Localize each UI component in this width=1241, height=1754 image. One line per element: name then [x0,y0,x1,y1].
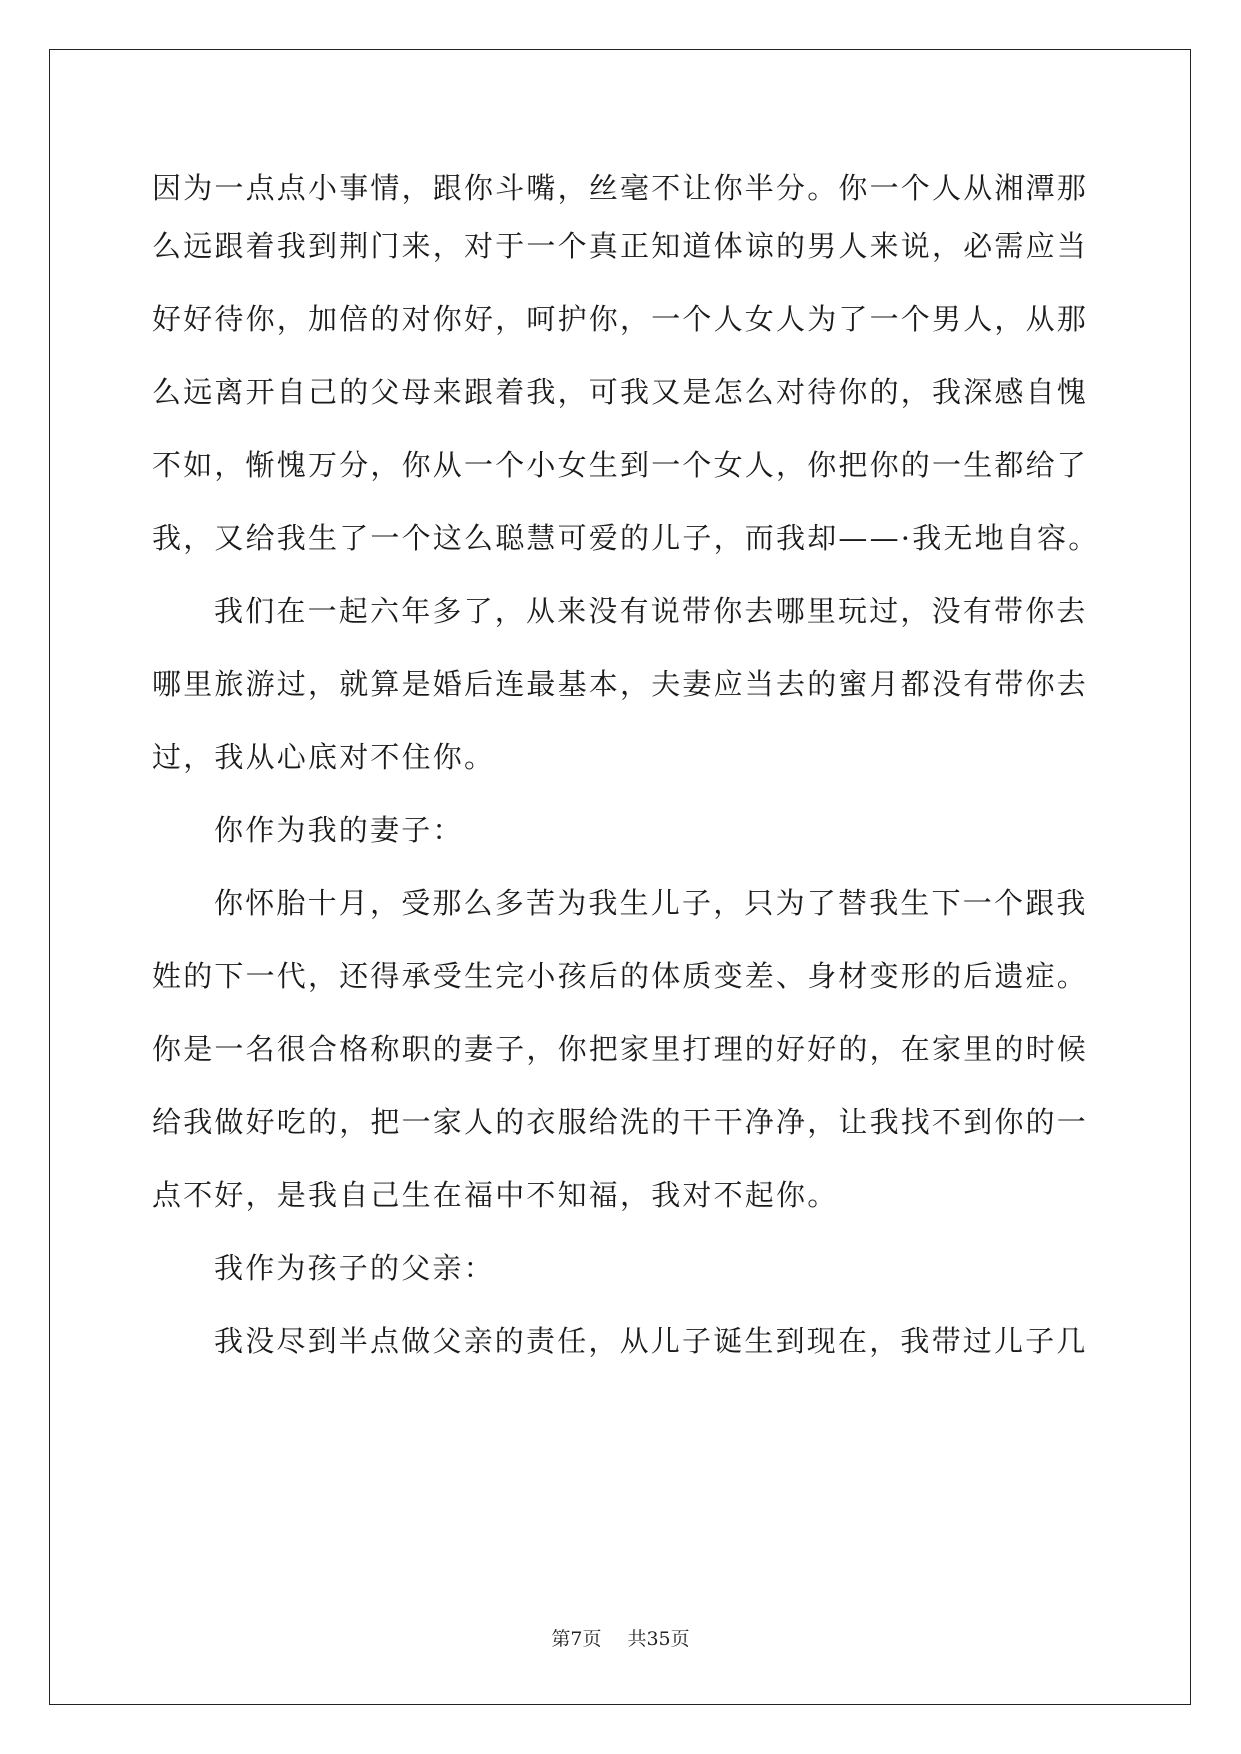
text-line: 不如，惭愧万分，你从一个小女生到一个女人，你把你的一生都给了 [152,448,1089,482]
text-line: 么远离开自己的父母来跟着我，可我又是怎么对待你的，我深感自愧 [152,375,1089,409]
page-footer [0,1624,1241,1651]
text-line: 点不好，是我自己生在福中不知福，我对不起你。 [152,1178,839,1212]
text-line: 姓的下一代，还得承受生完小孩后的体质变差、身材变形的后遗症。 [152,959,1089,993]
section-heading-father: 我作为孩子的父亲： [214,1251,495,1285]
page-border [49,49,1191,1705]
text-line: 哪里旅游过，就算是婚后连最基本，夫妻应当去的蜜月都没有带你去 [152,667,1089,701]
page-total: 共35页 [627,1628,690,1650]
text-line: 我，又给我生了一个这么聪慧可爱的儿子，而我却——·我无地自容。 [152,521,1100,555]
paragraph-first-line: 你怀胎十月，受那么多苦为我生儿子，只为了替我生下一个跟我 [214,886,1088,920]
text-line: 过，我从心底对不住你。 [152,740,496,774]
text-line: 因为一点点小事情，跟你斗嘴，丝毫不让你半分。你一个人从湘潭那 [152,171,1089,205]
section-heading-wife: 你作为我的妻子： [214,813,464,847]
paragraph-first-line: 我没尽到半点做父亲的责任，从儿子诞生到现在，我带过儿子几 [214,1324,1088,1358]
text-line: 你是一名很合格称职的妻子，你把家里打理的好好的，在家里的时候 [152,1032,1089,1066]
text-line: 给我做好吃的，把一家人的衣服给洗的干干净净，让我找不到你的一 [152,1105,1089,1139]
page-number: 第7页 [551,1628,602,1650]
paragraph-first-line: 我们在一起六年多了，从来没有说带你去哪里玩过，没有带你去 [214,594,1088,628]
text-line: 么远跟着我到荆门来，对于一个真正知道体谅的男人来说，必需应当 [152,229,1089,263]
text-line: 好好待你，加倍的对你好，呵护你，一个人女人为了一个男人，从那 [152,302,1089,336]
